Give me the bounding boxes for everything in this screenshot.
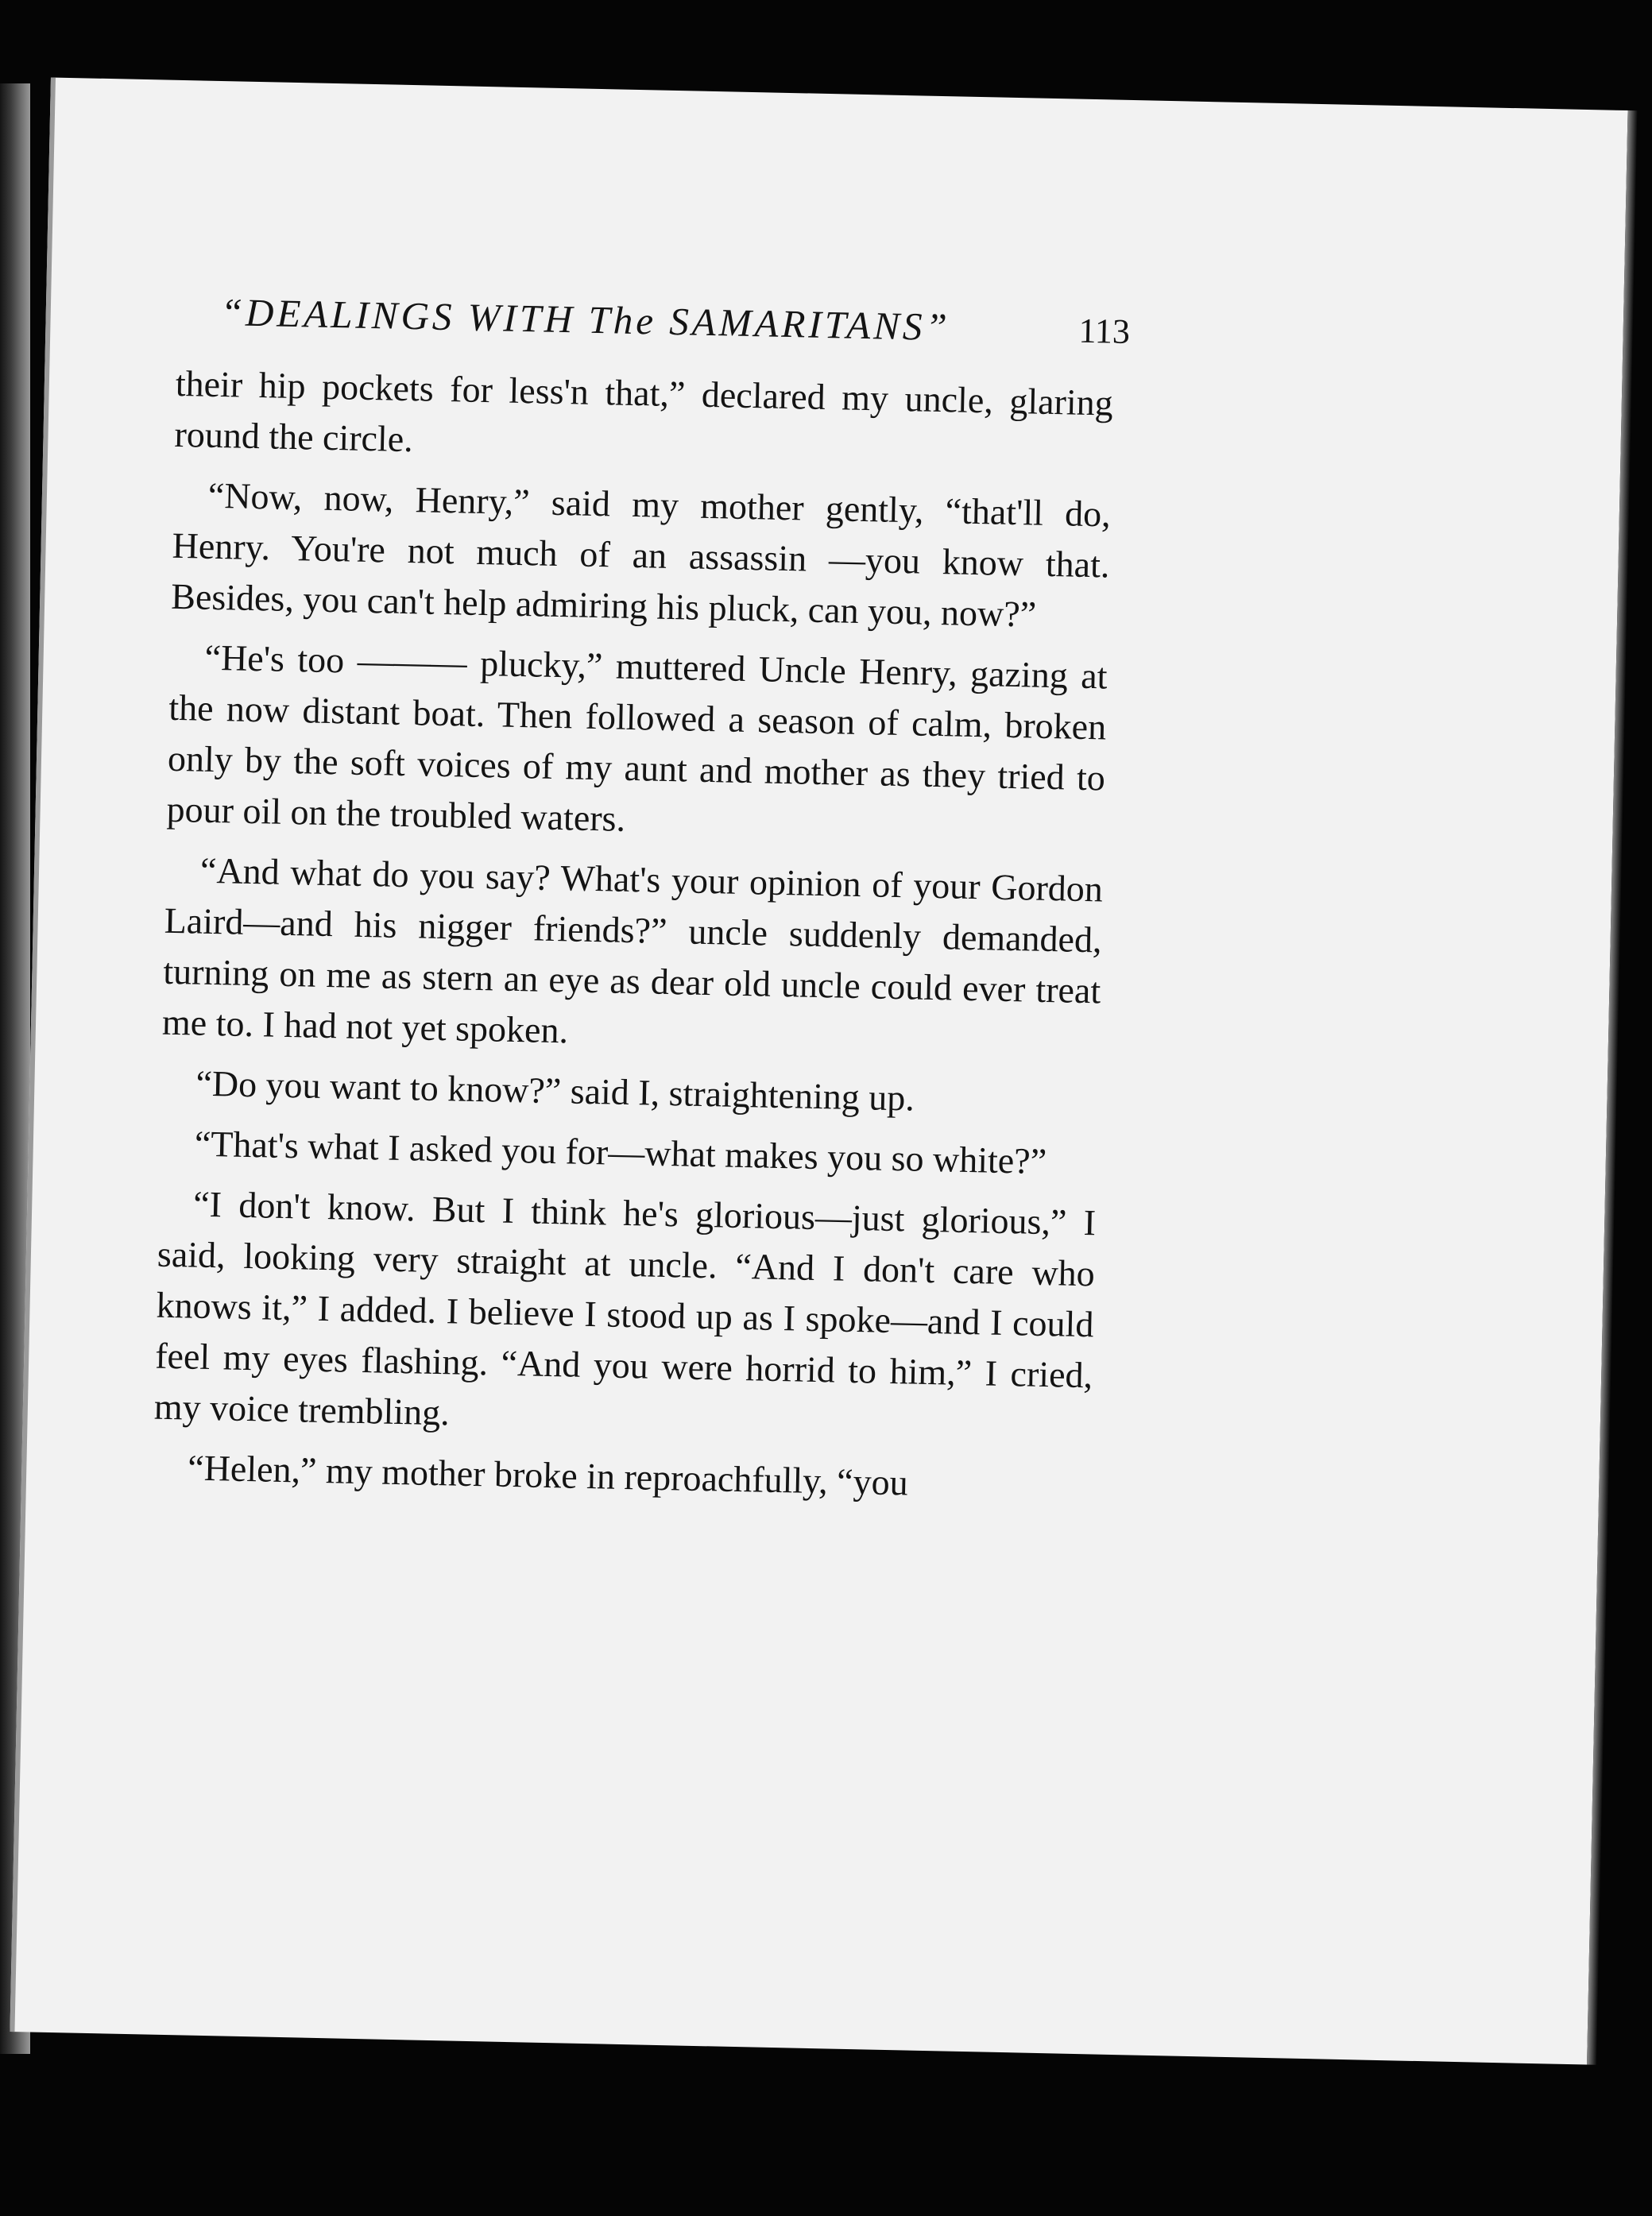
- paragraph: their hip pockets for less'n that,” declared my uncle, glaring round the circle.: [174, 362, 1114, 460]
- page-right-shadow: [1587, 110, 1638, 2065]
- book-page: [10, 77, 1627, 2064]
- running-header: “DEALINGS WITH The SAMARITANS”: [220, 290, 951, 350]
- paragraph: “He's too ——— plucky,” muttered Uncle Henry, gazing at the now distant boat. Then followed a season of calm, broken only by the soft voices of my aunt and mother as they tried to pour oil on the troubled waters.: [166, 636, 1108, 839]
- paragraph: “I don't know. But I think he's glorious—just glorious,” I said, looking very straight at uncle. “And I don't care who knows it,” I added. I believe I stood up as I spoke—and I could feel my eyes flashing. “And you were horrid to him,” I cried, my voice trembling.: [153, 1183, 1097, 1433]
- paragraph: “Do you want to know?” said I, straightening up.: [195, 1062, 915, 1119]
- page-number: 113: [1078, 311, 1131, 351]
- paragraph: “Now, now, Henry,” said my mother gently, “that'll do, Henry. You're not much of an assassin —you know that. Besides, you can't help admiring his pluck, can you, now?”: [170, 474, 1112, 635]
- paragraph: “And what do you say? What's your opinion of your Gordon Laird—and his nigger friends?” uncle suddenly demanded, turning on me as stern an eye as dear old uncle could ever treat me to. I had not yet spoken.: [161, 849, 1104, 1051]
- paragraph: “Helen,” my mother broke in reproachfully, “you: [187, 1447, 909, 1503]
- paragraph: “That's what I asked you for—what makes you so white?”: [194, 1123, 1047, 1182]
- page-body-text: [152, 358, 1113, 1522]
